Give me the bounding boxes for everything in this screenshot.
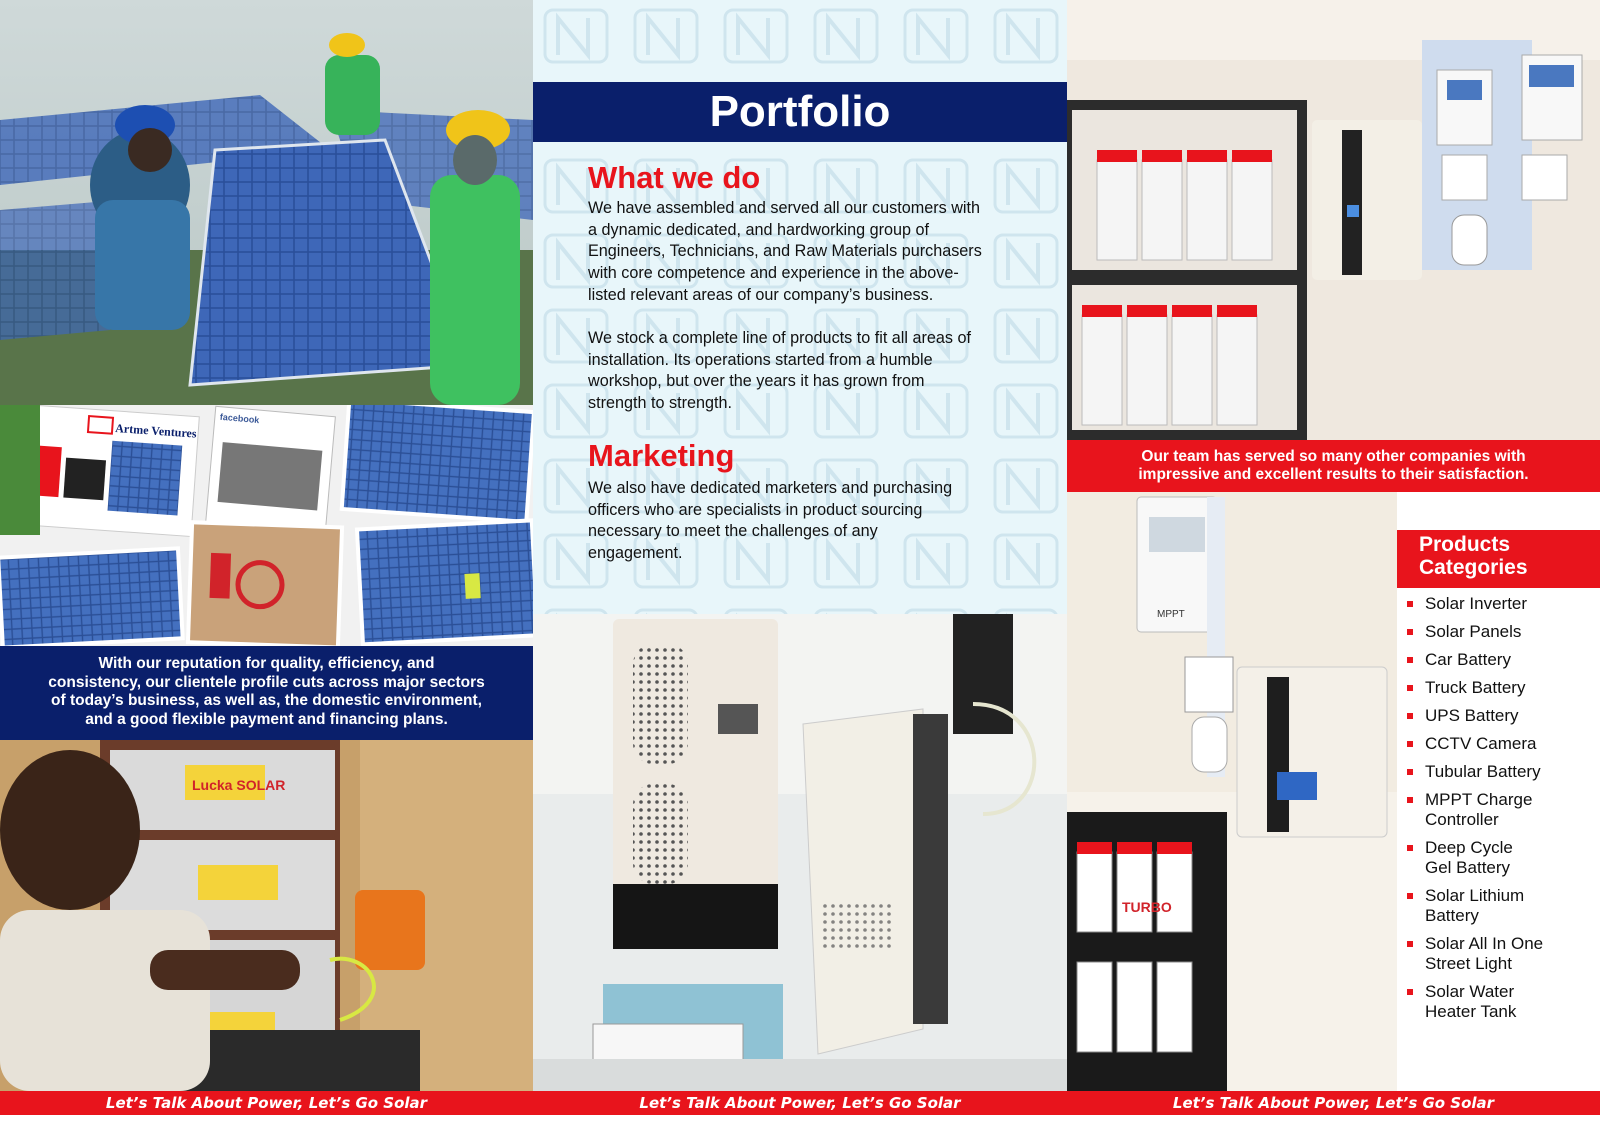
caption-line: of today’s business, as well as, the domestic environment, xyxy=(51,692,482,709)
left-panel xyxy=(0,0,533,1131)
bottom-strip xyxy=(533,1115,1067,1131)
collage-social-label: facebook xyxy=(219,411,260,426)
bullet-icon xyxy=(1407,741,1413,747)
category-label xyxy=(1425,838,1597,878)
category-item xyxy=(1407,762,1597,782)
category-item xyxy=(1407,622,1597,642)
bullet-icon xyxy=(1407,941,1413,947)
text-line: officers who are specialists in product sourcing xyxy=(588,500,923,519)
battery-brand-label: TURBO xyxy=(1122,899,1172,915)
category-item xyxy=(1407,934,1597,974)
text-line: a dynamic dedicated, and hardworking group of xyxy=(588,220,930,239)
caption-line: and a good flexible payment and financing plans. xyxy=(85,710,448,728)
caption-line: consistency, our clientele profile cuts across major sectors xyxy=(48,673,485,691)
category-label-line: Street Light xyxy=(1425,954,1512,973)
category-label-line: UPS Battery xyxy=(1425,706,1519,725)
marketing-heading: Marketing xyxy=(588,438,735,473)
category-label xyxy=(1425,982,1597,1022)
category-label xyxy=(1425,734,1597,754)
category-label xyxy=(1425,762,1597,782)
category-label-line: Solar Lithium xyxy=(1425,886,1525,905)
text-line: workshop, but over the years it has grown from xyxy=(588,372,925,391)
category-label-line: Solar Water xyxy=(1425,982,1515,1001)
text-line: We stock a complete line of products to fit all areas of xyxy=(588,329,971,347)
technician-photo xyxy=(0,740,533,1091)
solar-installation-photo xyxy=(0,0,533,405)
bottom-strip xyxy=(0,1115,533,1131)
category-label-line: MPPT Charge xyxy=(1425,790,1533,809)
text-line: We have assembled and served all our customers with xyxy=(588,199,980,217)
category-label xyxy=(1425,594,1597,614)
categories-heading xyxy=(1397,530,1600,588)
category-label-line: CCTV Camera xyxy=(1425,734,1537,753)
battery-brand-label: Lucka SOLAR xyxy=(192,777,286,793)
text-line: Engineers, Technicians, and Raw Materials purchasers xyxy=(588,242,982,261)
bullet-icon xyxy=(1407,685,1413,691)
heading-line: Categories xyxy=(1419,556,1528,579)
text-line: listed relevant areas of our company’s business. xyxy=(588,285,934,304)
category-label-line: Gel Battery xyxy=(1425,858,1511,877)
category-label xyxy=(1425,706,1597,726)
bottom-strip xyxy=(1067,1115,1600,1131)
category-label xyxy=(1425,622,1597,642)
middle-panel xyxy=(533,0,1067,1131)
category-item xyxy=(1407,650,1597,670)
inverter-photo xyxy=(533,614,1067,1091)
category-item xyxy=(1407,706,1597,726)
what-we-do-paragraph-1 xyxy=(588,198,1008,307)
category-item xyxy=(1407,838,1597,878)
marketing-paragraph xyxy=(588,478,1008,565)
bullet-icon xyxy=(1407,657,1413,663)
category-label-line: Truck Battery xyxy=(1425,678,1526,697)
category-label xyxy=(1425,934,1597,974)
category-item xyxy=(1407,678,1597,698)
category-label-line: Deep Cycle xyxy=(1425,838,1513,857)
bullet-icon xyxy=(1407,769,1413,775)
clientele-caption xyxy=(0,646,533,740)
category-label xyxy=(1425,886,1597,926)
category-label xyxy=(1425,678,1597,698)
bullet-icon xyxy=(1407,893,1413,899)
battery-rack-photo xyxy=(1067,0,1600,440)
caption-line: With our reputation for quality, efficiency, and xyxy=(98,655,435,672)
what-we-do-heading: What we do xyxy=(588,160,761,195)
category-label xyxy=(1425,790,1597,830)
bullet-icon xyxy=(1407,713,1413,719)
text-line: strength to strength. xyxy=(588,394,732,413)
text-line: installation. Its operations started from a humble xyxy=(588,350,933,369)
category-item xyxy=(1407,734,1597,754)
category-item xyxy=(1407,594,1597,614)
category-label-line: Heater Tank xyxy=(1425,1002,1517,1021)
category-item xyxy=(1407,886,1597,926)
footer-tagline: Let’s Talk About Power, Let’s Go Solar xyxy=(1067,1091,1600,1115)
categories-list xyxy=(1407,594,1597,1030)
right-panel xyxy=(1067,0,1600,1131)
bullet-icon xyxy=(1407,989,1413,995)
collage-brand: Artme Ventures xyxy=(114,420,198,441)
bullet-icon xyxy=(1407,629,1413,635)
caption-line: Our team has served so many other companies with xyxy=(1141,448,1526,465)
page-title: Portfolio xyxy=(533,82,1067,142)
text-line: We also have dedicated marketers and purchasing xyxy=(588,479,953,497)
text-line: with core competence and experience in the above- xyxy=(588,264,959,283)
text-line: necessary to meet the challenges of any xyxy=(588,522,878,541)
inverter-install-photo xyxy=(1067,492,1397,1091)
what-we-do-paragraph-2 xyxy=(588,328,1008,415)
category-label xyxy=(1425,650,1597,670)
category-label-line: Controller xyxy=(1425,810,1499,829)
category-label-line: Battery xyxy=(1425,906,1479,925)
bullet-icon xyxy=(1407,797,1413,803)
team-caption xyxy=(1067,440,1600,492)
category-item xyxy=(1407,790,1597,830)
projects-collage xyxy=(0,405,533,646)
footer-tagline: Let’s Talk About Power, Let’s Go Solar xyxy=(0,1091,533,1115)
category-label-line: Tubular Battery xyxy=(1425,762,1541,781)
bullet-icon xyxy=(1407,601,1413,607)
caption-line: impressive and excellent results to their satisfaction. xyxy=(1138,466,1529,483)
footer-tagline: Let’s Talk About Power, Let’s Go Solar xyxy=(533,1091,1067,1115)
category-item xyxy=(1407,982,1597,1022)
text-line: engagement. xyxy=(588,544,683,563)
bullet-icon xyxy=(1407,845,1413,851)
heading-line: Products xyxy=(1419,533,1511,556)
category-label-line: Solar Inverter xyxy=(1425,594,1528,613)
device-label: MPPT xyxy=(1157,609,1185,620)
category-label-line: Solar All In One xyxy=(1425,934,1544,953)
category-label-line: Car Battery xyxy=(1425,650,1511,669)
category-label-line: Solar Panels xyxy=(1425,622,1522,641)
